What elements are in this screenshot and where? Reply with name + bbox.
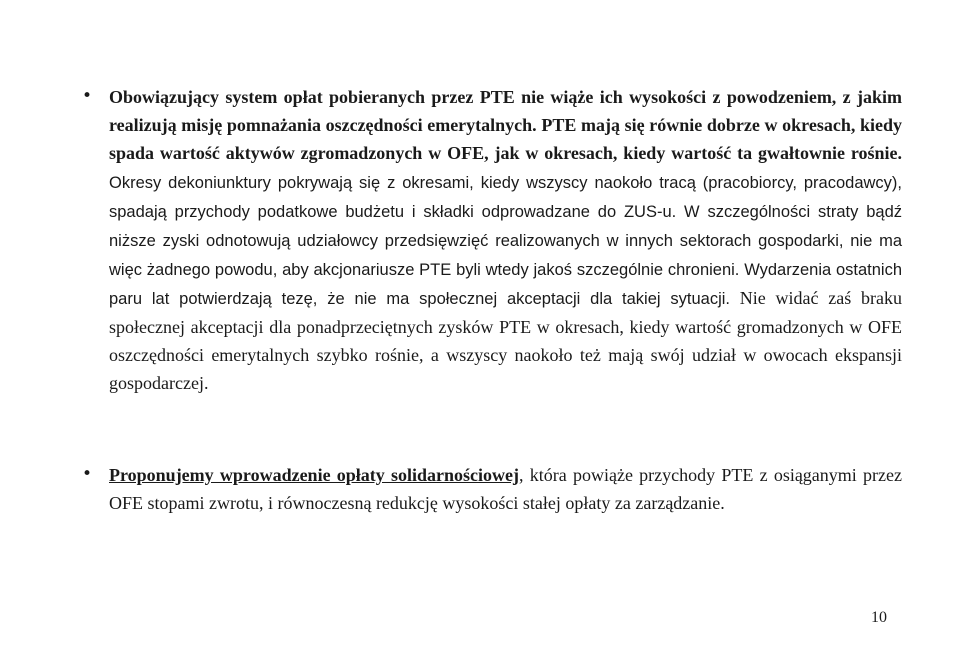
bullet-symbol: • [82, 464, 93, 484]
page-number: 10 [871, 609, 887, 626]
bullet-1-sans-text: Okresy dekoniunktury pokrywają się z okresami, kiedy wszyscy naokoło tracą (pracobiorcy, pracodawcy), spadają przychody podatkowe budżetu i składki odprowadzane do ZUS-u. W szczególności straty bądź niższe zyski odnotowują udziałowcy przedsięwzięć realizowanych w innych sektorach gospodarki, nie ma więc żadnego powodu, aby akcjonariusze PTE byli wtedy jakoś szczególnie chronieni. Wydarzenia ostatnich paru lat potwierdzają tezę, że nie ma społecznej akceptacji dla takiej sytuacji. [109, 174, 902, 308]
bullet-item-1 [82, 83, 902, 397]
bullet-item-2 [82, 461, 902, 517]
bullet-1-serif-text: Nie widać zaś braku społecznej akceptacji dla ponadprzeciętnych zysków PTE w okresach, kiedy wartość gromadzonych w OFE oszczędności emerytalnych szybko rośnie, a wszyscy naokoło też mają swój udział w owocach ekspansji gospodarczej. [109, 288, 902, 393]
bullet-1-bold-text: Obowiązujący system opłat pobieranych przez PTE nie wiąże ich wysokości z powodzeniem, z jakim realizują misję pomnażania oszczędności emerytalnych. PTE mają się równie dobrze w okresach, kiedy spada wartość aktywów zgromadzonych w OFE, jak w okresach, kiedy wartość ta gwałtownie rośnie. [109, 87, 902, 163]
bullet-symbol: • [82, 86, 93, 106]
bullet-paragraph-1 [109, 83, 902, 397]
bullet-2-serif-text: , która powiąże przychody PTE z osiąganymi przez OFE stopami zwrotu, i równoczesną redukcję wysokości stałej opłaty za zarządzanie. [109, 465, 902, 513]
bullet-paragraph-2 [109, 461, 902, 517]
bullet-2-underlined-bold-text: Proponujemy wprowadzenie opłaty solidarnościowej [109, 465, 520, 485]
